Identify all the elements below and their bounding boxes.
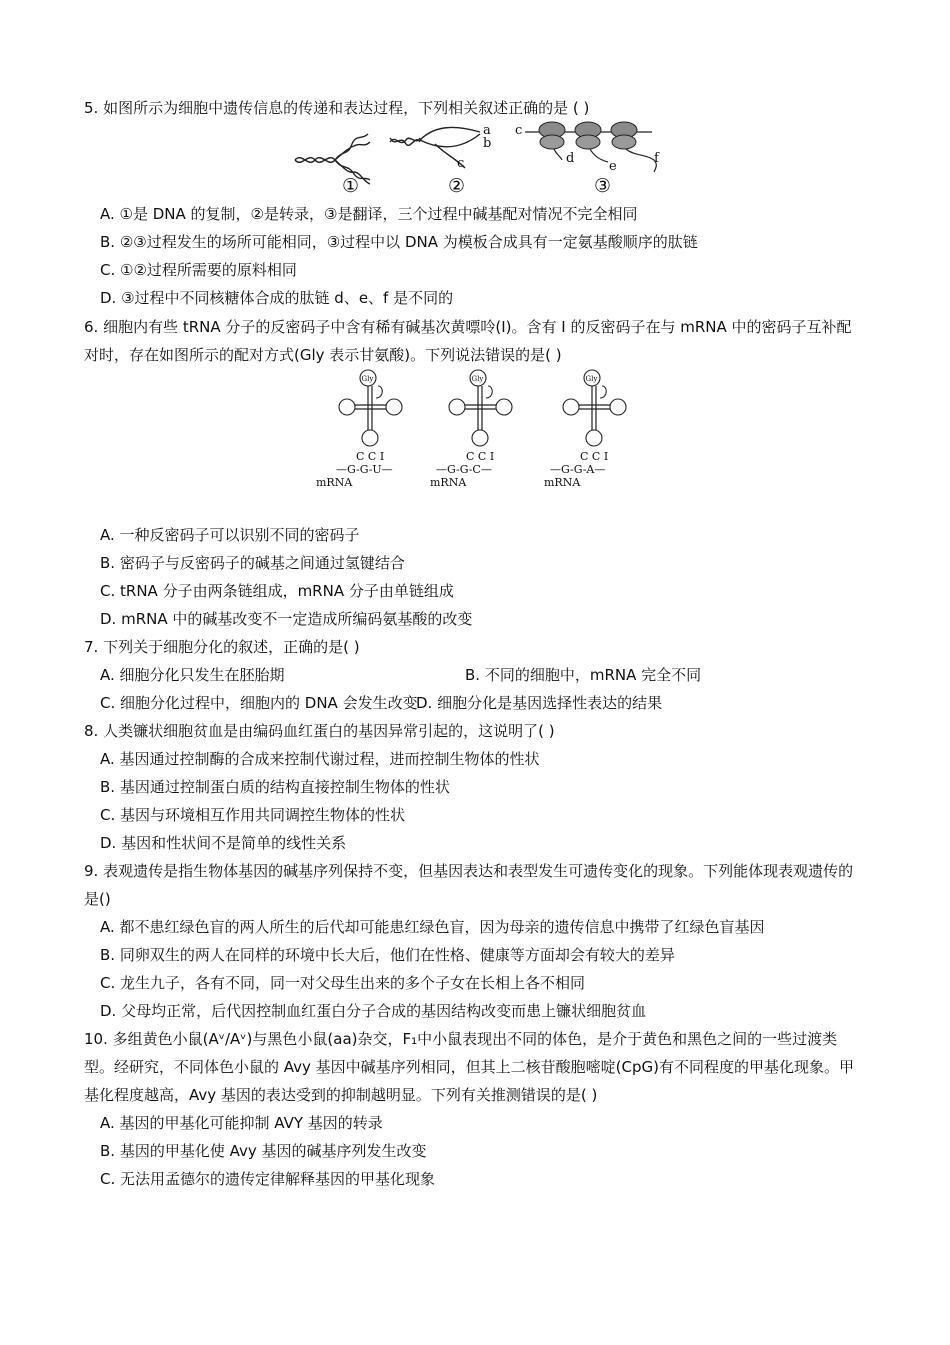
anticodon-1: C C I [356, 450, 385, 463]
q7-option-a: A. 细胞分化只发生在胚胎期 [100, 666, 285, 684]
q9-option-a: A. 都不患红绿色盲的两人所生的后代却可能患红绿色盲，因为母亲的遗传信息中携带了红绿色盲基因 [100, 918, 765, 936]
mrna-label-1: mRNA [316, 476, 353, 489]
trna-1 [316, 370, 402, 489]
anticodon-3: C C I [580, 450, 609, 463]
q5-stem: 5. 如图所示为细胞中遗传信息的传递和表达过程，下列相关叙述正确的是 ( ) [84, 99, 590, 117]
q6-option-d: D. mRNA 中的碱基改变不一定造成所编码氨基酸的改变 [100, 610, 473, 628]
q7-stem: 7. 下列关于细胞分化的叙述，正确的是( ) [84, 638, 360, 656]
q6-stem-line2: 对时，存在如图所示的配对方式(Gly 表示甘氨酸)。下列说法错误的是( ) [84, 346, 562, 364]
q9-stem-line2: 是() [84, 890, 111, 908]
q9-option-d: D. 父母均正常，后代因控制血红蛋白分子合成的基因结构改变而患上镰状细胞贫血 [100, 1002, 647, 1020]
transcription-drawing [390, 127, 480, 168]
q6-option-c: C. tRNA 分子由两条链组成，mRNA 分子由单链组成 [100, 582, 454, 600]
q10-stem-line1: 10. 多组黄色小鼠(Aᵛ/Aᵛ)与黑色小鼠(aa)杂交，F₁中小鼠表现出不同的体色，是介于黄色和黑色之间的一些过渡类 [84, 1030, 838, 1048]
codon-3: —G-G-A— [550, 463, 606, 476]
gly-label-1: Gly [361, 375, 374, 383]
q9-option-c: C. 龙生九子，各有不同，同一对父母生出来的多个子女在长相上各不相同 [100, 974, 586, 992]
q7-option-d: D. 细胞分化是基因选择性表达的结果 [416, 694, 663, 712]
mrna-label-2: mRNA [430, 476, 467, 489]
q10-option-a: A. 基因的甲基化可能抑制 AVY 基因的转录 [100, 1114, 383, 1132]
q5-option-d: D. ③过程中不同核糖体合成的肽链 d、e、f 是不同的 [100, 289, 454, 307]
codon-1: —G-G-U— [336, 463, 393, 476]
figure-label-1: ① [342, 175, 360, 197]
figure-label-3: ③ [594, 175, 612, 197]
label-c: c [457, 156, 465, 171]
q5-figure [290, 120, 670, 198]
q8-option-d: D. 基因和性状间不是简单的线性关系 [100, 834, 347, 852]
q10-option-b: B. 基因的甲基化使 Avy 基因的碱基序列发生改变 [100, 1142, 427, 1160]
q8-option-c: C. 基因与环境相互作用共同调控生物体的性状 [100, 806, 406, 824]
q5-option-c: C. ①②过程所需要的原料相同 [100, 261, 297, 279]
anticodon-2: C C I [466, 450, 495, 463]
q8-option-b: B. 基因通过控制蛋白质的结构直接控制生物体的性状 [100, 778, 450, 796]
label-c2: c [515, 123, 523, 138]
q5-diagram [290, 120, 670, 198]
figure-label-2: ② [448, 175, 466, 197]
q6-option-a: A. 一种反密码子可以识别不同的密码子 [100, 526, 360, 544]
mrna-label-3: mRNA [544, 476, 581, 489]
q5-option-a: A. ①是 DNA 的复制，②是转录，③是翻译，三个过程中碱基配对情况不完全相同 [100, 205, 638, 223]
label-b: b [483, 136, 492, 151]
q8-option-a: A. 基因通过控制酶的合成来控制代谢过程，进而控制生物体的性状 [100, 750, 540, 768]
label-a: a [483, 123, 491, 138]
label-e: e [609, 159, 617, 174]
trna-3 [544, 370, 626, 489]
q7-option-b: B. 不同的细胞中，mRNA 完全不同 [465, 666, 702, 684]
gly-label-3: Gly [585, 375, 598, 383]
trna-2 [430, 370, 512, 489]
codon-2: —G-G-C— [436, 463, 492, 476]
q6-figure [312, 368, 652, 492]
q10-option-c: C. 无法用孟德尔的遗传定律解释基因的甲基化现象 [100, 1170, 436, 1188]
q9-stem-line1: 9. 表观遗传是指生物体基因的碱基序列保持不变，但基因表达和表型发生可遗传变化的现象。下列能体现表观遗传的 [84, 862, 854, 880]
label-d: d [566, 151, 575, 166]
gly-label-2: Gly [471, 375, 484, 383]
label-f: f [654, 151, 659, 166]
q9-option-b: B. 同卵双生的两人在同样的环境中长大后，他们在性格、健康等方面却会有较大的差异 [100, 946, 675, 964]
q8-stem: 8. 人类镰状细胞贫血是由编码血红蛋白的基因异常引起的，这说明了( ) [84, 722, 555, 740]
q6-option-b: B. 密码子与反密码子的碱基之间通过氢键结合 [100, 554, 405, 572]
trna-diagram [312, 368, 652, 492]
q6-stem-line1: 6. 细胞内有些 tRNA 分子的反密码子中含有稀有碱基次黄嘌呤(I)。含有 I 的反密码子在与 mRNA 中的密码子互补配 [84, 318, 852, 336]
q10-stem-line3: 基化程度越高，Avy 基因的表达受到的抑制越明显。下列有关推测错误的是( ) [84, 1086, 598, 1104]
q10-stem-line2: 型。经研究，不同体色小鼠的 Avy 基因中碱基序列相同，但其上二核苷酸胞嘧啶(CpG)有不同程度的甲基化现象。甲 [84, 1058, 855, 1076]
q7-option-c: C. 细胞分化过程中，细胞内的 DNA 会发生改变 [100, 694, 418, 712]
q5-option-b: B. ②③过程发生的场所可能相同，③过程中以 DNA 为模板合成具有一定氨基酸顺序的肽链 [100, 233, 698, 251]
translation-drawing [525, 122, 656, 172]
